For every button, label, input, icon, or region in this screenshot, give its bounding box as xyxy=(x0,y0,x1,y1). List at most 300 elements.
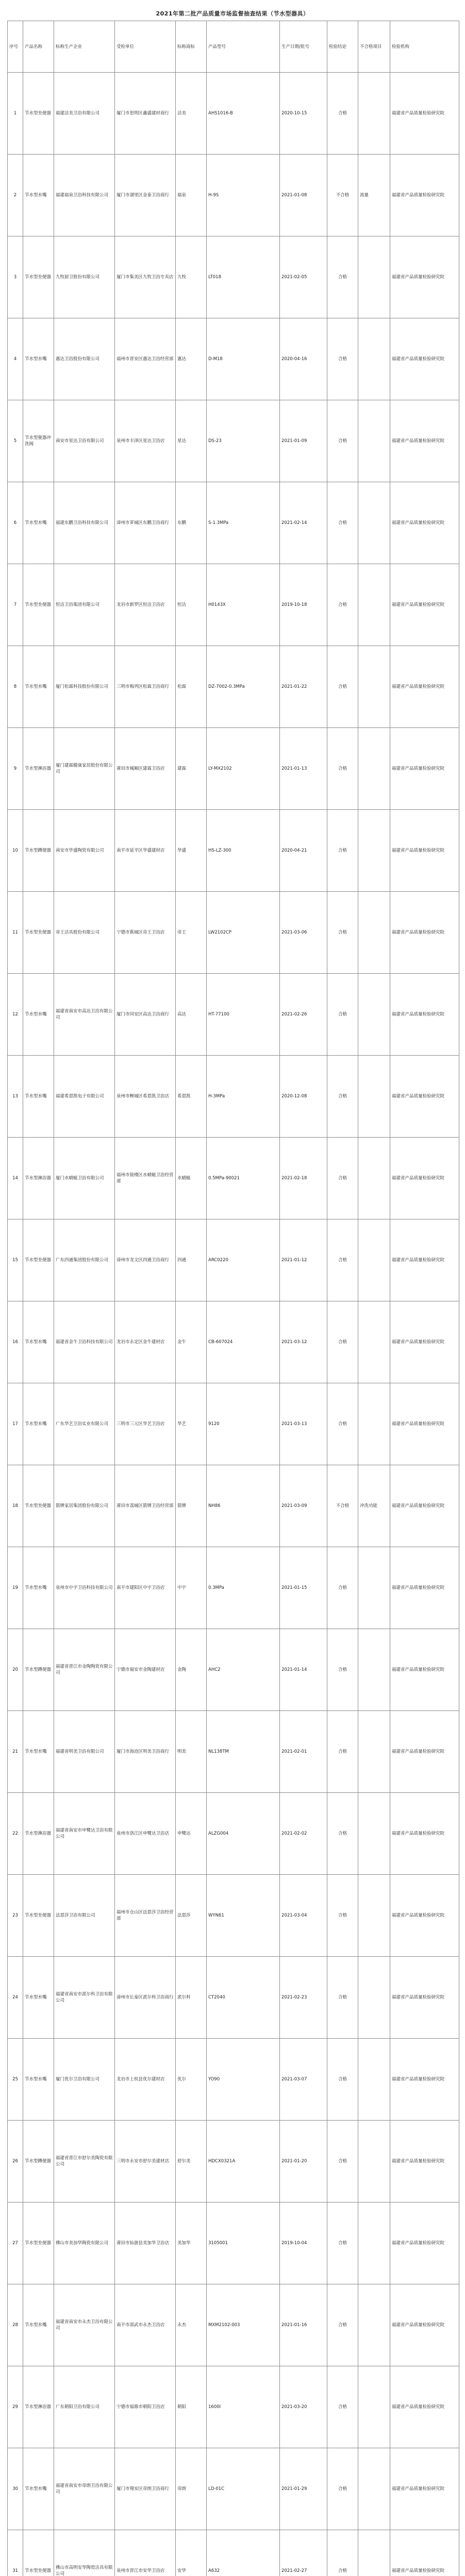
cell-production-date: 2020-04-16 xyxy=(280,318,327,400)
cell-trademark: 惠达 xyxy=(176,318,207,400)
cell-row-number: 25 xyxy=(8,2039,23,2121)
cell-failed-items xyxy=(358,1629,390,1711)
cell-trademark: 明美 xyxy=(176,1711,207,1793)
cell-production-date: 2021-02-14 xyxy=(280,482,327,564)
cell-failed-items xyxy=(358,1056,390,1138)
cell-failed-items xyxy=(358,974,390,1056)
cell-inspection-agency: 福建省产品质量检验研究院 xyxy=(390,1547,459,1629)
cell-product-name: 节水型蹲便器 xyxy=(23,1629,54,1711)
cell-model: AHS1016-B xyxy=(207,73,280,155)
cell-manufacturer: 福建省晋江市金陶陶瓷有限公司 xyxy=(54,1629,115,1711)
cell-inspected-unit: 泉州市洛江区申鹭达卫浴店 xyxy=(115,1793,176,1875)
table-row xyxy=(8,2448,459,2530)
cell-inspection-agency: 福建省产品质量检验研究院 xyxy=(390,1957,459,2039)
cell-trademark: 安华 xyxy=(176,2530,207,2576)
cell-failed-items xyxy=(358,1301,390,1383)
cell-product-name: 节水型坐便器 xyxy=(23,2202,54,2284)
column-header: 序号 xyxy=(8,21,23,73)
cell-conclusion: 合格 xyxy=(327,1383,358,1465)
table-row xyxy=(8,2202,459,2284)
cell-row-number: 22 xyxy=(8,1793,23,1875)
cell-trademark: 星达 xyxy=(176,400,207,482)
column-header: 检验机构 xyxy=(390,21,459,73)
cell-inspection-agency: 福建省产品质量检验研究院 xyxy=(390,236,459,318)
cell-manufacturer: 福建省南安市申鹭达卫浴有限公司 xyxy=(54,1793,115,1875)
cell-inspected-unit: 龙岩市永定区金牛建材店 xyxy=(115,1301,176,1383)
table-row xyxy=(8,564,459,646)
cell-manufacturer: 广东四通集团股份有限公司 xyxy=(54,1219,115,1301)
cell-row-number: 21 xyxy=(8,1711,23,1793)
cell-trademark: 水蜻蜓 xyxy=(176,1138,207,1219)
cell-inspection-agency: 福建省产品质量检验研究院 xyxy=(390,728,459,810)
cell-inspected-unit: 泉州市鲤城区希恩凯卫浴店 xyxy=(115,1056,176,1138)
cell-model: A632 xyxy=(207,2530,280,2576)
cell-inspected-unit: 龙岩市上杭县优尔建材店 xyxy=(115,2039,176,2121)
cell-inspected-unit: 厦门市翔安区帝朗卫浴商行 xyxy=(115,2448,176,2530)
cell-production-date: 2021-01-20 xyxy=(280,2121,327,2202)
cell-manufacturer: 佛山市美加华陶瓷有限公司 xyxy=(54,2202,115,2284)
cell-conclusion: 合格 xyxy=(327,400,358,482)
cell-production-date: 2021-02-05 xyxy=(280,236,327,318)
cell-manufacturer: 厦门建霖健康家居股份有限公司 xyxy=(54,728,115,810)
cell-row-number: 4 xyxy=(8,318,23,400)
cell-conclusion: 合格 xyxy=(327,564,358,646)
cell-failed-items xyxy=(358,1138,390,1219)
cell-inspection-agency: 福建省产品质量检验研究院 xyxy=(390,974,459,1056)
cell-product-name: 节水型水嘴 xyxy=(23,155,54,236)
cell-row-number: 1 xyxy=(8,73,23,155)
table-row xyxy=(8,2121,459,2202)
cell-failed-items xyxy=(358,1219,390,1301)
cell-inspected-unit: 漳州市长泰区派尔科卫浴商行 xyxy=(115,1957,176,2039)
cell-failed-items xyxy=(358,2121,390,2202)
cell-trademark: 华艺 xyxy=(176,1383,207,1465)
cell-conclusion: 合格 xyxy=(327,974,358,1056)
table-row xyxy=(8,2530,459,2576)
cell-manufacturer: 福建省南安市帝朗卫浴有限公司 xyxy=(54,2448,115,2530)
cell-product-name: 节水型坐便器 xyxy=(23,564,54,646)
cell-row-number: 5 xyxy=(8,400,23,482)
cell-inspected-unit: 宁德市福鼎市朝阳卫浴店 xyxy=(115,2366,176,2448)
cell-manufacturer: 广东华艺卫浴实业有限公司 xyxy=(54,1383,115,1465)
cell-conclusion: 合格 xyxy=(327,1711,358,1793)
cell-conclusion: 合格 xyxy=(327,1629,358,1711)
cell-inspection-agency: 福建省产品质量检验研究院 xyxy=(390,1301,459,1383)
cell-inspected-unit: 南平市建阳区中宇卫浴店 xyxy=(115,1547,176,1629)
cell-manufacturer: 南安市华盛陶瓷有限公司 xyxy=(54,810,115,892)
table-row xyxy=(8,1301,459,1383)
cell-manufacturer: 法恩莎卫浴有限公司 xyxy=(54,1875,115,1957)
cell-row-number: 18 xyxy=(8,1465,23,1547)
cell-row-number: 14 xyxy=(8,1138,23,1219)
table-row xyxy=(8,974,459,1056)
cell-inspected-unit: 莆田市城厢区建霖卫浴店 xyxy=(115,728,176,810)
cell-inspected-unit: 厦门市湖里区金泰卫浴商行 xyxy=(115,155,176,236)
cell-failed-items xyxy=(358,646,390,728)
table-row xyxy=(8,728,459,810)
cell-failed-items xyxy=(358,1793,390,1875)
cell-trademark: 金牛 xyxy=(176,1301,207,1383)
cell-inspected-unit: 福州市仓山区法恩莎卫浴经营部 xyxy=(115,1875,176,1957)
cell-conclusion: 合格 xyxy=(327,2448,358,2530)
cell-failed-items xyxy=(358,892,390,974)
cell-inspected-unit: 南平市延平区华盛建材店 xyxy=(115,810,176,892)
cell-model: AHC2 xyxy=(207,1629,280,1711)
cell-model: D-M18 xyxy=(207,318,280,400)
cell-conclusion: 合格 xyxy=(327,1547,358,1629)
cell-trademark: 申鹭达 xyxy=(176,1793,207,1875)
table-header-row xyxy=(8,21,459,73)
cell-product-name: 节水型水嘴 xyxy=(23,1711,54,1793)
cell-model: 1600I xyxy=(207,2366,280,2448)
cell-row-number: 28 xyxy=(8,2284,23,2366)
cell-failed-items xyxy=(358,236,390,318)
cell-production-date: 2019-10-04 xyxy=(280,2202,327,2284)
cell-conclusion: 不合格 xyxy=(327,1465,358,1547)
cell-model: DZ-7002-0.3MPa xyxy=(207,646,280,728)
cell-inspected-unit: 厦门市同安区高达卫浴商行 xyxy=(115,974,176,1056)
table-row xyxy=(8,2039,459,2121)
cell-product-name: 节水型水嘴 xyxy=(23,2448,54,2530)
cell-inspected-unit: 南平市邵武市永杰卫浴店 xyxy=(115,2284,176,2366)
cell-failed-items: 流量 xyxy=(358,155,390,236)
cell-trademark: 帝朗 xyxy=(176,2448,207,2530)
cell-manufacturer: 厦门优尔卫浴有限公司 xyxy=(54,2039,115,2121)
cell-production-date: 2021-01-16 xyxy=(280,2284,327,2366)
cell-manufacturer: 福建省南安市永杰卫浴有限公司 xyxy=(54,2284,115,2366)
table-row xyxy=(8,1138,459,1219)
cell-conclusion: 不合格 xyxy=(327,155,358,236)
cell-production-date: 2021-02-01 xyxy=(280,1711,327,1793)
cell-failed-items xyxy=(358,728,390,810)
table-row xyxy=(8,155,459,236)
table-row xyxy=(8,1957,459,2039)
cell-failed-items xyxy=(358,2448,390,2530)
cell-inspection-agency: 福建省产品质量检验研究院 xyxy=(390,2284,459,2366)
cell-trademark: 松霖 xyxy=(176,646,207,728)
cell-production-date: 2019-10-18 xyxy=(280,564,327,646)
cell-conclusion: 合格 xyxy=(327,2202,358,2284)
cell-conclusion: 合格 xyxy=(327,1138,358,1219)
cell-production-date: 2021-02-02 xyxy=(280,1793,327,1875)
column-header: 不合格项目 xyxy=(358,21,390,73)
cell-row-number: 17 xyxy=(8,1383,23,1465)
cell-inspection-agency: 福建省产品质量检验研究院 xyxy=(390,2448,459,2530)
cell-trademark: 帝王 xyxy=(176,892,207,974)
cell-inspection-agency: 福建省产品质量检验研究院 xyxy=(390,1793,459,1875)
cell-production-date: 2021-03-20 xyxy=(280,2366,327,2448)
cell-trademark: 四通 xyxy=(176,1219,207,1301)
cell-conclusion: 合格 xyxy=(327,1957,358,2039)
cell-inspected-unit: 宁德市福安市金陶建材店 xyxy=(115,1629,176,1711)
cell-conclusion: 合格 xyxy=(327,1301,358,1383)
cell-manufacturer: 泉州市中宇卫浴科技有限公司 xyxy=(54,1547,115,1629)
cell-inspection-agency: 福建省产品质量检验研究院 xyxy=(390,1465,459,1547)
table-row xyxy=(8,1875,459,1957)
table-row xyxy=(8,1465,459,1547)
cell-trademark: 金陶 xyxy=(176,1629,207,1711)
table-row xyxy=(8,400,459,482)
cell-product-name: 节水型水嘴 xyxy=(23,974,54,1056)
cell-row-number: 16 xyxy=(8,1301,23,1383)
cell-model: HS-LZ-300 xyxy=(207,810,280,892)
cell-production-date: 2021-02-18 xyxy=(280,1138,327,1219)
cell-failed-items: 冲洗功能 xyxy=(358,1465,390,1547)
table-row xyxy=(8,1793,459,1875)
cell-production-date: 2021-01-15 xyxy=(280,1547,327,1629)
cell-manufacturer: 帝王洁具股份有限公司 xyxy=(54,892,115,974)
table-row xyxy=(8,892,459,974)
cell-conclusion: 合格 xyxy=(327,318,358,400)
cell-production-date: 2021-03-12 xyxy=(280,1301,327,1383)
cell-inspection-agency: 福建省产品质量检验研究院 xyxy=(390,400,459,482)
cell-product-name: 节水型蹲便器 xyxy=(23,2121,54,2202)
cell-product-name: 节水型坐便器 xyxy=(23,236,54,318)
cell-production-date: 2021-02-27 xyxy=(280,2530,327,2576)
cell-inspected-unit: 泉州市晋江市安华卫浴店 xyxy=(115,2530,176,2576)
cell-failed-items xyxy=(358,2284,390,2366)
cell-product-name: 节水型水嘴 xyxy=(23,1957,54,2039)
cell-failed-items xyxy=(358,564,390,646)
table-row xyxy=(8,236,459,318)
column-header: 产品型号 xyxy=(207,21,280,73)
cell-inspection-agency: 福建省产品质量检验研究院 xyxy=(390,2366,459,2448)
cell-failed-items xyxy=(358,400,390,482)
table-row xyxy=(8,1547,459,1629)
cell-row-number: 20 xyxy=(8,1629,23,1711)
cell-conclusion: 合格 xyxy=(327,892,358,974)
cell-trademark: 福泉 xyxy=(176,155,207,236)
cell-trademark: 朝阳 xyxy=(176,2366,207,2448)
cell-row-number: 3 xyxy=(8,236,23,318)
cell-inspection-agency: 福建省产品质量检验研究院 xyxy=(390,892,459,974)
column-header: 检验结论 xyxy=(327,21,358,73)
cell-trademark: 九牧 xyxy=(176,236,207,318)
cell-inspection-agency: 福建省产品质量检验研究院 xyxy=(390,2202,459,2284)
cell-row-number: 23 xyxy=(8,1875,23,1957)
cell-manufacturer: 福建省明美卫浴有限公司 xyxy=(54,1711,115,1793)
cell-product-name: 节水型蹲便器 xyxy=(23,810,54,892)
cell-model: 0.3MPa xyxy=(207,1547,280,1629)
table-row xyxy=(8,1711,459,1793)
cell-manufacturer: 广东朝阳卫浴有限公司 xyxy=(54,2366,115,2448)
cell-trademark: 舒尔美 xyxy=(176,2121,207,2202)
cell-production-date: 2021-02-26 xyxy=(280,974,327,1056)
column-header: 受检单位 xyxy=(115,21,176,73)
cell-row-number: 10 xyxy=(8,810,23,892)
cell-row-number: 11 xyxy=(8,892,23,974)
cell-row-number: 2 xyxy=(8,155,23,236)
cell-manufacturer: 福建希恩凯电子有限公司 xyxy=(54,1056,115,1138)
cell-row-number: 30 xyxy=(8,2448,23,2530)
cell-product-name: 节水型水嘴 xyxy=(23,2039,54,2121)
cell-model: 0.5MPa-90021 xyxy=(207,1138,280,1219)
cell-manufacturer: 福建东鹏卫浴科技有限公司 xyxy=(54,482,115,564)
cell-inspection-agency: 福建省产品质量检验研究院 xyxy=(390,646,459,728)
column-header: 标称生产企业 xyxy=(54,21,115,73)
cell-model: 3105001 xyxy=(207,2202,280,2284)
cell-manufacturer: 厦门水蜻蜓卫浴有限公司 xyxy=(54,1138,115,1219)
cell-row-number: 8 xyxy=(8,646,23,728)
column-header: 生产日期/批号 xyxy=(280,21,327,73)
cell-trademark: 东鹏 xyxy=(176,482,207,564)
cell-conclusion: 合格 xyxy=(327,2121,358,2202)
cell-inspected-unit: 龙岩市新罗区恒洁卫浴店 xyxy=(115,564,176,646)
cell-manufacturer: 厦门松霖科技股份有限公司 xyxy=(54,646,115,728)
cell-manufacturer: 箭牌家居集团股份有限公司 xyxy=(54,1465,115,1547)
cell-inspection-agency: 福建省产品质量检验研究院 xyxy=(390,1056,459,1138)
cell-product-name: 节水型坐便器 xyxy=(23,2530,54,2576)
table-row xyxy=(8,2284,459,2366)
cell-failed-items xyxy=(358,482,390,564)
cell-inspection-agency: 福建省产品质量检验研究院 xyxy=(390,810,459,892)
cell-trademark: 恒洁 xyxy=(176,564,207,646)
cell-product-name: 节水型水嘴 xyxy=(23,1547,54,1629)
cell-trademark: 箭牌 xyxy=(176,1465,207,1547)
cell-product-name: 节水型水嘴 xyxy=(23,646,54,728)
cell-inspected-unit: 厦门市海沧区明美卫浴商行 xyxy=(115,1711,176,1793)
cell-failed-items xyxy=(358,1547,390,1629)
cell-conclusion: 合格 xyxy=(327,728,358,810)
cell-failed-items xyxy=(358,1875,390,1957)
cell-model: HT-77100 xyxy=(207,974,280,1056)
cell-product-name: 节水型坐便器 xyxy=(23,1219,54,1301)
cell-conclusion: 合格 xyxy=(327,1056,358,1138)
cell-row-number: 9 xyxy=(8,728,23,810)
cell-inspection-agency: 福建省产品质量检验研究院 xyxy=(390,2530,459,2576)
cell-manufacturer: 九牧厨卫股份有限公司 xyxy=(54,236,115,318)
cell-inspection-agency: 福建省产品质量检验研究院 xyxy=(390,1711,459,1793)
table-body xyxy=(8,73,459,2576)
cell-manufacturer: 福建省南安市高达卫浴有限公司 xyxy=(54,974,115,1056)
cell-production-date: 2021-01-14 xyxy=(280,1629,327,1711)
cell-production-date: 2021-03-06 xyxy=(280,892,327,974)
cell-conclusion: 合格 xyxy=(327,482,358,564)
cell-production-date: 2021-01-12 xyxy=(280,1219,327,1301)
cell-trademark: 永杰 xyxy=(176,2284,207,2366)
cell-production-date: 2021-01-08 xyxy=(280,155,327,236)
cell-failed-items xyxy=(358,1957,390,2039)
cell-failed-items xyxy=(358,2530,390,2576)
cell-row-number: 13 xyxy=(8,1056,23,1138)
cell-model: ALZG004 xyxy=(207,1793,280,1875)
cell-model: LW2102CP xyxy=(207,892,280,974)
cell-inspected-unit: 三明市三元区华艺卫浴店 xyxy=(115,1383,176,1465)
cell-conclusion: 合格 xyxy=(327,1219,358,1301)
cell-conclusion: 合格 xyxy=(327,1793,358,1875)
cell-product-name: 节水型水嘴 xyxy=(23,1383,54,1465)
cell-product-name: 节水型坐便器 xyxy=(23,73,54,155)
cell-failed-items xyxy=(358,2202,390,2284)
cell-conclusion: 合格 xyxy=(327,1875,358,1957)
cell-row-number: 29 xyxy=(8,2366,23,2448)
cell-model: 9120 xyxy=(207,1383,280,1465)
cell-production-date: 2021-03-04 xyxy=(280,1875,327,1957)
cell-conclusion: 合格 xyxy=(327,73,358,155)
cell-conclusion: 合格 xyxy=(327,2039,358,2121)
cell-production-date: 2021-03-09 xyxy=(280,1465,327,1547)
cell-product-name: 节水型水嘴 xyxy=(23,482,54,564)
cell-failed-items xyxy=(358,810,390,892)
cell-manufacturer: 福建省晋江市舒尔美陶瓷有限公司 xyxy=(54,2121,115,2202)
cell-model: DS-23 xyxy=(207,400,280,482)
cell-row-number: 26 xyxy=(8,2121,23,2202)
cell-production-date: 2021-01-09 xyxy=(280,400,327,482)
table-row xyxy=(8,2366,459,2448)
cell-inspection-agency: 福建省产品质量检验研究院 xyxy=(390,2039,459,2121)
cell-production-date: 2020-10-15 xyxy=(280,73,327,155)
cell-trademark: 派尔科 xyxy=(176,1957,207,2039)
cell-trademark: 优尔 xyxy=(176,2039,207,2121)
cell-production-date: 2021-03-13 xyxy=(280,1383,327,1465)
cell-manufacturer: 惠达卫浴股份有限公司 xyxy=(54,318,115,400)
cell-manufacturer: 福建洁美卫浴有限公司 xyxy=(54,73,115,155)
cell-row-number: 12 xyxy=(8,974,23,1056)
cell-inspection-agency: 福建省产品质量检验研究院 xyxy=(390,1629,459,1711)
cell-inspected-unit: 三明市永安市舒尔美建材店 xyxy=(115,2121,176,2202)
cell-model: CB-607024 xyxy=(207,1301,280,1383)
cell-inspected-unit: 莆田市荔城区箭牌卫浴经营部 xyxy=(115,1465,176,1547)
cell-product-name: 节水型便器冲洗阀 xyxy=(23,400,54,482)
cell-model: LY-MX2102 xyxy=(207,728,280,810)
results-table xyxy=(7,21,459,2576)
cell-conclusion: 合格 xyxy=(327,236,358,318)
cell-model: LT018 xyxy=(207,236,280,318)
cell-model: H0143X xyxy=(207,564,280,646)
cell-production-date: 2021-02-23 xyxy=(280,1957,327,2039)
cell-trademark: 高达 xyxy=(176,974,207,1056)
cell-product-name: 节水型水嘴 xyxy=(23,1056,54,1138)
cell-row-number: 27 xyxy=(8,2202,23,2284)
cell-conclusion: 合格 xyxy=(327,2530,358,2576)
cell-inspection-agency: 福建省产品质量检验研究院 xyxy=(390,73,459,155)
cell-failed-items xyxy=(358,1711,390,1793)
cell-production-date: 2020-04-21 xyxy=(280,810,327,892)
cell-product-name: 节水型淋浴器 xyxy=(23,728,54,810)
cell-model: LD-01C xyxy=(207,2448,280,2530)
cell-production-date: 2020-12-08 xyxy=(280,1056,327,1138)
cell-manufacturer: 福建省金牛卫浴科技有限公司 xyxy=(54,1301,115,1383)
table-row xyxy=(8,1629,459,1711)
cell-production-date: 2021-01-13 xyxy=(280,728,327,810)
cell-product-name: 节水型水嘴 xyxy=(23,318,54,400)
cell-model: MXM2102-003 xyxy=(207,2284,280,2366)
cell-manufacturer: 南安市星达卫浴有限公司 xyxy=(54,400,115,482)
cell-inspected-unit: 宁德市蕉城区帝王卫浴店 xyxy=(115,892,176,974)
cell-production-date: 2021-01-29 xyxy=(280,2448,327,2530)
column-header: 标称商标 xyxy=(176,21,207,73)
cell-failed-items xyxy=(358,2366,390,2448)
cell-inspection-agency: 福建省产品质量检验研究院 xyxy=(390,564,459,646)
cell-inspected-unit: 福州市鼓楼区水蜻蜓卫浴经营部 xyxy=(115,1138,176,1219)
cell-trademark: 中宇 xyxy=(176,1547,207,1629)
cell-row-number: 24 xyxy=(8,1957,23,2039)
cell-model: NH86 xyxy=(207,1465,280,1547)
cell-inspection-agency: 福建省产品质量检验研究院 xyxy=(390,1875,459,1957)
table-row xyxy=(8,810,459,892)
cell-manufacturer: 福建福泉卫浴科技有限公司 xyxy=(54,155,115,236)
cell-production-date: 2021-03-07 xyxy=(280,2039,327,2121)
cell-model: ARC0220 xyxy=(207,1219,280,1301)
cell-manufacturer: 佛山市高明安华陶瓷洁具有限公司 xyxy=(54,2530,115,2576)
cell-inspected-unit: 莆田市仙游县美加华卫浴店 xyxy=(115,2202,176,2284)
cell-product-name: 节水型坐便器 xyxy=(23,1465,54,1547)
cell-row-number: 31 xyxy=(8,2530,23,2576)
cell-failed-items xyxy=(358,2039,390,2121)
cell-product-name: 节水型坐便器 xyxy=(23,892,54,974)
table-row xyxy=(8,1056,459,1138)
cell-row-number: 7 xyxy=(8,564,23,646)
